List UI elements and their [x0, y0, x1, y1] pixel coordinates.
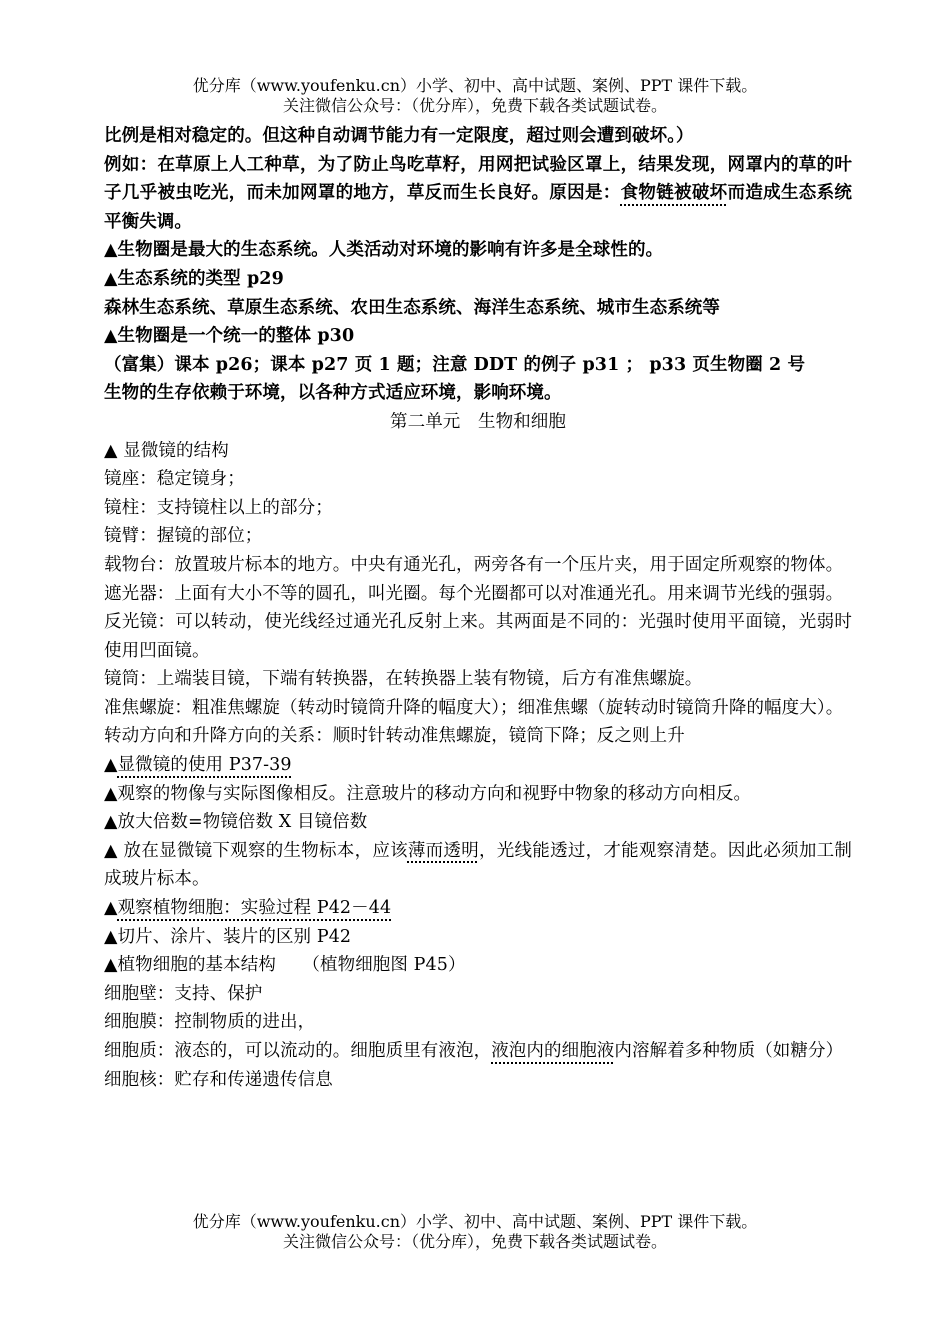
paragraph: 镜柱：支持镜柱以上的部分； — [104, 497, 333, 518]
header-line-2: 关注微信公众号：（优分库），免费下载各类试题试卷。 — [282, 96, 667, 115]
dotted-emphasis: 观察植物细胞：实验过程 P42－44 — [117, 898, 392, 919]
paragraph: 例如：在草原上人工种草，为了防止鸟吃草籽，用网把试验区罩上，结果发现，网罩内的草的叶子几乎被虫吃光，而未加网罩的地方，草反而生长良好。原因是：食物链被破坏而造成生态系统平衡失调。 — [104, 154, 852, 232]
paragraph: 准焦螺旋：粗准焦螺旋（转动时镜筒升降的幅度大）；细准焦螺（旋转动时镜筒升降的幅度大）。 — [104, 697, 844, 718]
paragraph: 细胞核：贮存和传递遗传信息 — [104, 1069, 333, 1090]
dotted-emphasis: 显微镜的使用 P37-39 — [117, 755, 292, 776]
page-footer — [0, 1212, 950, 1252]
paragraph: 生物的生存依赖于环境，以各种方式适应环境，影响环境。 — [104, 383, 562, 404]
paragraph: 森林生态系统、草原生态系统、农田生态系统、海洋生态系统、城市生态系统等 — [104, 297, 720, 318]
paragraph: ▲观察的物像与实际图像相反。注意玻片的移动方向和视野中物象的移动方向相反。 — [104, 783, 752, 804]
dotted-emphasis: 液泡内的细胞液 — [491, 1041, 615, 1061]
paragraph: 遮光器：上面有大小不等的圆孔，叫光圈。每个光圈都可以对准通光孔。用来调节光线的强弱。 — [104, 583, 844, 604]
section-heading: ▲观察植物细胞：实验过程 P42－44 — [104, 898, 392, 919]
paragraph: 比例是相对稳定的。但这种自动调节能力有一定限度，超过则会遭到破坏。） — [104, 126, 694, 146]
paragraph: 细胞膜：控制物质的进出， — [104, 1012, 316, 1033]
paragraph: 镜臂：握镜的部位； — [104, 526, 263, 547]
paragraph: ▲生物圈是最大的生态系统。人类活动对环境的影响有许多是全球性的。 — [104, 240, 664, 261]
dotted-emphasis: 薄而透明 — [407, 840, 479, 861]
section-heading: ▲生物圈是一个统一的整体 p30 — [104, 326, 355, 347]
unit-title: 第二单元 生物和细胞 — [390, 411, 566, 432]
paragraph: 转动方向和升降方向的关系：顺时针转动准焦螺旋，镜筒下降；反之则上升 — [104, 726, 685, 747]
paragraph: 细胞壁：支持、保护 — [104, 983, 263, 1004]
paragraph: 镜筒：上端装目镜，下端有转换器，在转换器上装有物镜，后方有准焦螺旋。 — [104, 669, 703, 690]
header-line-1: 优分库（www.youfenku.cn）小学、初中、高中试题、案例、PPT 课件下载。 — [192, 76, 758, 95]
paragraph: ▲切片、涂片、装片的区别 P42 — [104, 926, 352, 947]
paragraph: 镜座：稳定镜身； — [104, 469, 245, 490]
section-heading: ▲显微镜的使用 P37-39 — [104, 755, 292, 776]
paragraph: （富集）课本 p26；课本 p27 页 1 题；注意 DDT 的例子 p31 ； p33 页生物圈 2 号 — [104, 354, 806, 375]
dotted-emphasis: 食物链被破坏 — [620, 183, 728, 204]
footer-line-2: 关注微信公众号：（优分库），免费下载各类试题试卷。 — [282, 1232, 667, 1251]
section-heading: ▲植物细胞的基本结构 （植物细胞图 P45） — [104, 955, 466, 976]
section-heading: ▲生态系统的类型 p29 — [104, 268, 284, 289]
paragraph: 反光镜：可以转动，使光线经过通光孔反射上来。其两面是不同的：光强时使用平面镜，光弱时使用凹面镜。 — [104, 612, 852, 661]
paragraph: ▲ 放在显微镜下观察的生物标本，应该薄而透明，光线能透过，才能观察清楚。因此必须加工制成玻片标本。 — [104, 840, 852, 890]
document-body — [104, 122, 852, 1094]
footer-line-1: 优分库（www.youfenku.cn）小学、初中、高中试题、案例、PPT 课件下载。 — [192, 1212, 758, 1231]
paragraph: 细胞质：液态的，可以流动的。细胞质里有液泡，液泡内的细胞液内溶解着多种物质（如糖分） — [104, 1041, 844, 1061]
paragraph: 载物台：放置玻片标本的地方。中央有通光孔，两旁各有一个压片夹，用于固定所观察的物体。 — [104, 554, 844, 575]
section-heading: ▲ 显微镜的结构 — [104, 440, 229, 461]
page-header — [0, 76, 950, 116]
paragraph: ▲放大倍数=物镜倍数 X 目镜倍数 — [104, 812, 368, 833]
